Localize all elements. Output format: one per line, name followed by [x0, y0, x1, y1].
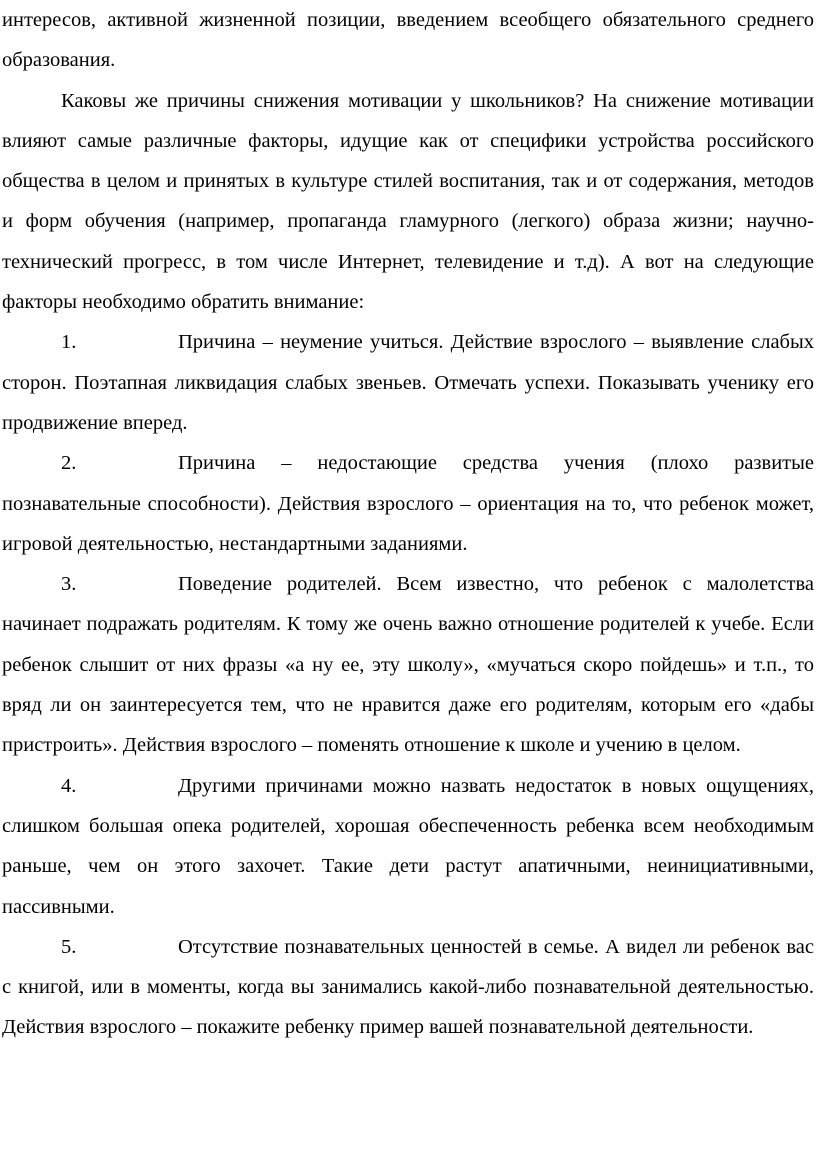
list-item-number: 2.	[61, 452, 77, 475]
document-page	[2, 0, 814, 1048]
list-item-number: 1.	[61, 331, 77, 354]
intro-continuation-paragraph: интересов, активной жизненной позиции, введением всеобщего обязательного среднего образования.	[2, 9, 814, 72]
list-item-text: Отсутствие познавательных ценностей в семье. А видел ли ребенок вас с книгой, или в моменты, когда вы занимались какой-либо познавательной деятельностью. Действия взрослого – покажите ребенку пример вашей познавательной деятельности.	[2, 935, 814, 1039]
question-paragraph: Каковы же причины снижения мотивации у школьников? На снижение мотивации влияют самые различные факторы, идущие как от специфики устройства российского общества в целом и принятых в культуре стилей воспитания, так и от содержания, методов и форм обучения (например, пропаганда гламурного (легкого) образа жизни; научно-технический прогресс, в том числе Интернет, телевидение и т.д). А вот на следующие факторы необходимо обратить внимание:	[2, 89, 814, 314]
list-item-text: Другими причинами можно назвать недостаток в новых ощущениях, слишком большая опека родителей, хорошая обеспеченность ребенка всем необходимым раньше, чем он этого захочет. Такие дети растут апатичными, неинициативными, пассивными.	[2, 774, 814, 918]
list-item-5	[2, 927, 814, 1048]
list-item-text: Причина – недостающие средства учения (плохо развитые познавательные способности). Действия взрослого – ориентация на то, что ребенок может, игровой деятельностью, нестандартными заданиями.	[2, 452, 814, 555]
list-item-text: Поведение родителей. Всем известно, что ребенок с малолетства начинает подражать родителям. К тому же очень важно отношение родителей к учебе. Если ребенок слышит от них фразы «а ну ее, эту школу», «мучаться скоро пойдешь» и т.п., то вряд ли он заинтересуется тем, что не нравится даже его родителям, которым его «дабы пристроить». Действия взрослого – поменять отношение к школе и учению в целом.	[2, 573, 814, 757]
list-item-number: 5.	[61, 935, 77, 958]
list-item-2	[2, 443, 814, 564]
list-item-number: 3.	[61, 573, 77, 596]
list-item-text: Причина – неумение учиться. Действие взрослого – выявление слабых сторон. Поэтапная ликвидация слабых звеньев. Отмечать успехи. Показывать ученику его продвижение вперед.	[2, 331, 814, 434]
list-item-4	[2, 766, 814, 927]
list-item-number: 4.	[61, 774, 77, 797]
list-item-1	[2, 322, 814, 443]
list-item-3	[2, 564, 814, 765]
